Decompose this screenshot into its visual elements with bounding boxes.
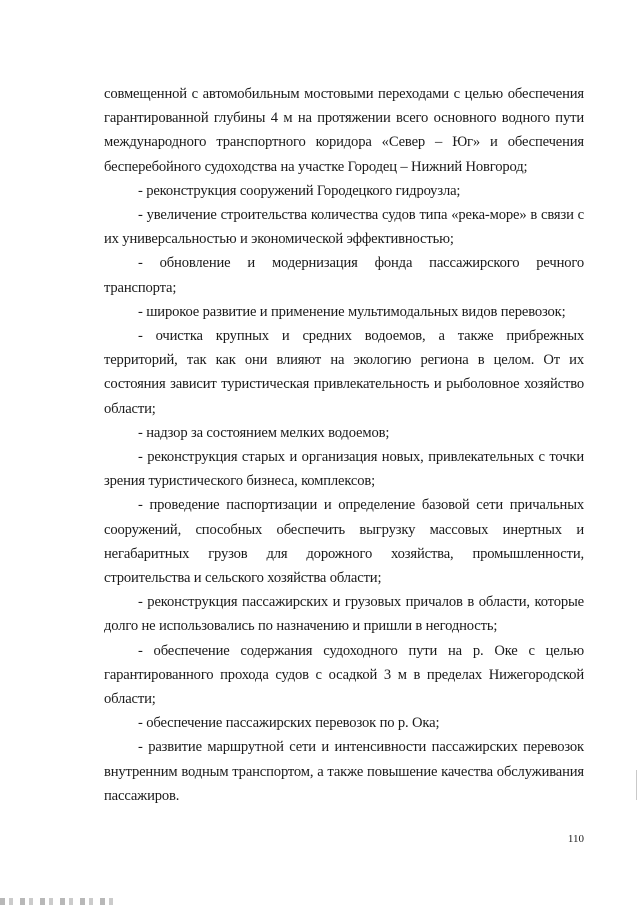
- scan-edge-mark: [636, 770, 637, 800]
- paragraph: совмещенной с автомобильным мостовыми переходами с целью обеспечения гарантированной глубины 4 м на протяжении всего основного водного пути международного транспортного коридора «Север – Юг» и обеспечения бесперебойного судоходства на участке Городец – Нижний Новгород;: [104, 86, 584, 175]
- list-item-continuation: области;: [104, 400, 156, 417]
- list-item: - очистка крупных и средних водоемов, а также прибрежных территорий, так как они влияют на экологию региона в целом. От их состояния зависит туристическая привлекательность и рыболовное хозяйство: [104, 328, 584, 393]
- list-item: - обновление и модернизация фонда пассажирского речного: [138, 255, 584, 272]
- page-number: 110: [567, 833, 584, 845]
- list-item: - надзор за состоянием мелких водоемов;: [138, 424, 390, 441]
- list-item: - реконструкция сооружений Городецкого гидроузла;: [138, 182, 461, 199]
- list-item: - обеспечение содержания судоходного пути на р. Оке с целью гарантированного прохода судов с осадкой 3 м в пределах Нижегородской: [104, 642, 584, 683]
- list-item: - реконструкция старых и организация новых, привлекательных с точки зрения туристического бизнеса, комплексов;: [104, 449, 584, 490]
- scan-bottom-edge-artifact: [0, 898, 120, 905]
- list-item: - проведение паспортизации и определение базовой сети причальных сооружений, способных обеспечить выгрузку массовых инертных и негабаритных грузов для дорожного хозяйства, промышленности, строительства и сельского хозяйства области;: [104, 497, 584, 587]
- list-item-continuation: области;: [104, 691, 156, 708]
- list-item-continuation: транспорта;: [104, 279, 177, 296]
- list-item: - увеличение строительства количества судов типа «река-море» в связи с их универсальностью и экономической эффективностью;: [104, 207, 584, 248]
- list-item: - широкое развитие и применение мультимодальных видов перевозок;: [138, 303, 566, 320]
- body-text: [104, 82, 584, 808]
- list-item: - развитие маршрутной сети и интенсивности пассажирских перевозок внутренним водным транспортом, а также повышение качества обслуживания пассажиров.: [104, 739, 584, 804]
- list-item: - реконструкция пассажирских и грузовых причалов в области, которые долго не использовались по назначению и пришли в негодность;: [104, 594, 584, 635]
- list-item: - обеспечение пассажирских перевозок по р. Ока;: [138, 715, 440, 732]
